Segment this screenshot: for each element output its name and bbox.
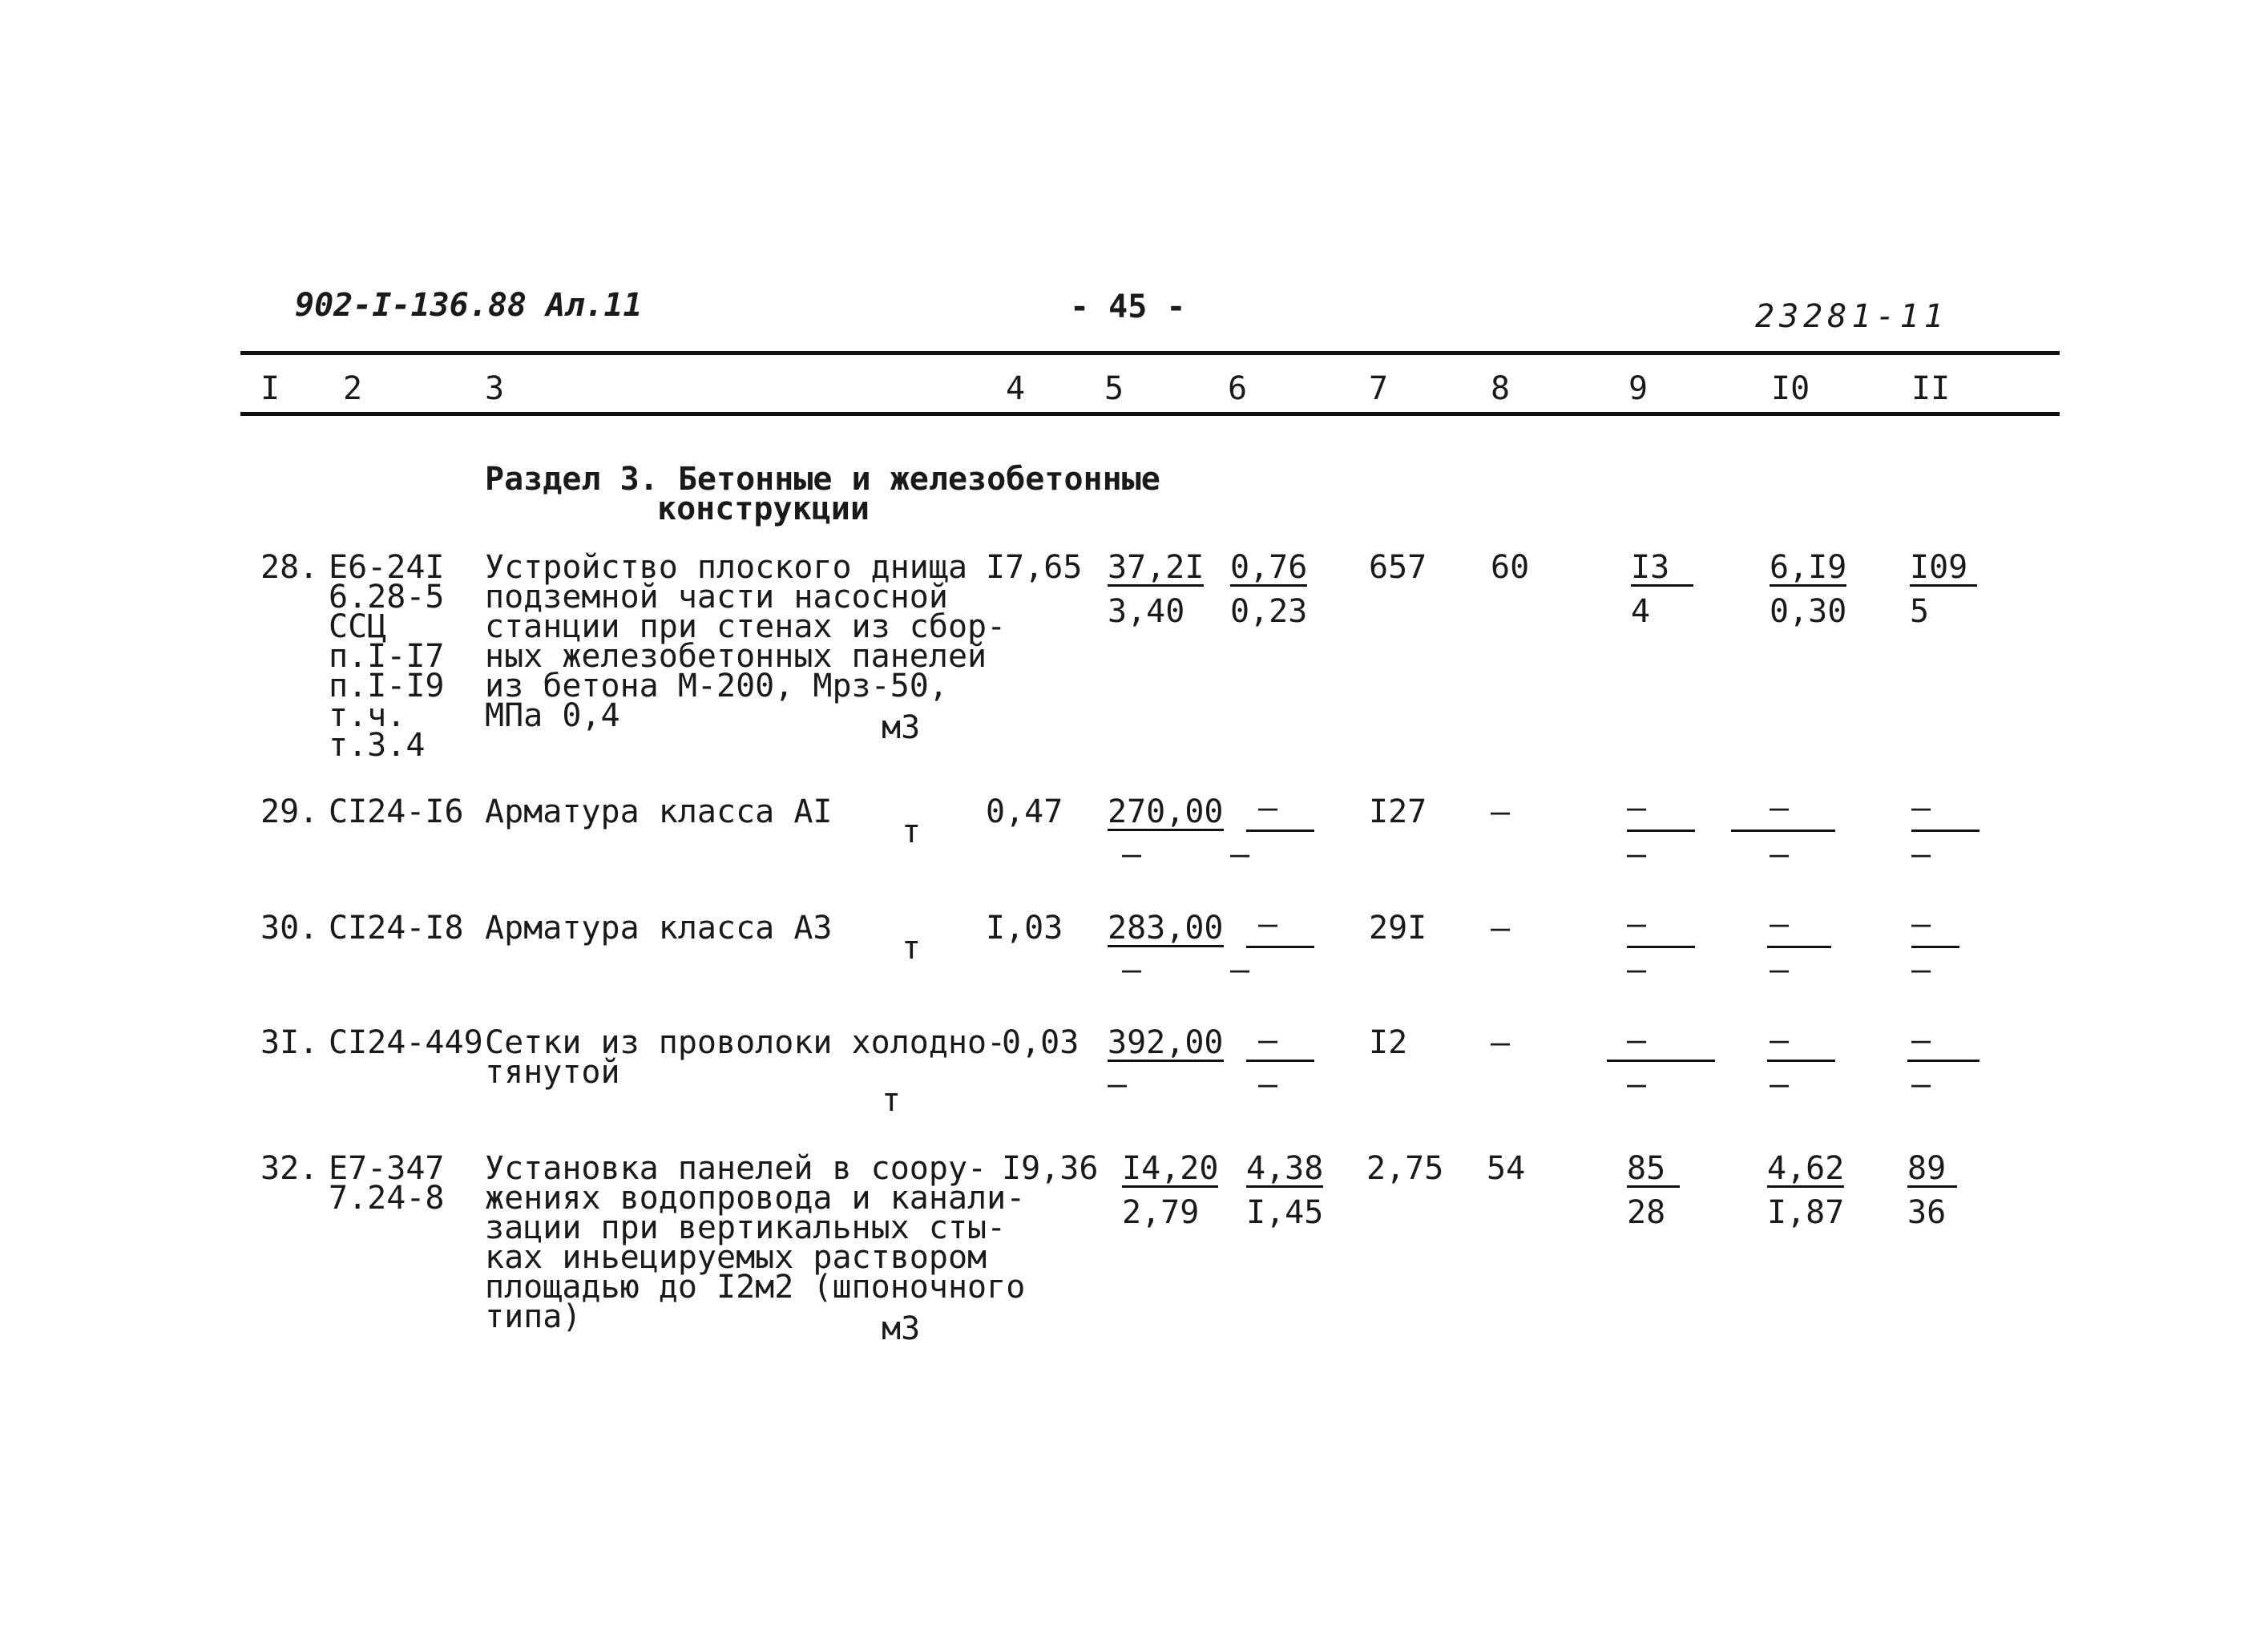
desc-line: зации при вертикальных сты- [485, 1209, 1007, 1246]
col-6-bottom: – [1230, 951, 1250, 988]
col-6-top: – [1258, 906, 1278, 943]
col-8-header: 8 [1491, 370, 1511, 407]
page-number: - 45 - [1070, 289, 1186, 325]
col-2-header: 2 [343, 370, 363, 407]
col-10-top: – [1770, 1022, 1790, 1059]
col-11-bottom: – [1911, 1066, 1931, 1103]
row-number: 32. [260, 1150, 319, 1187]
col-5-top: 392,00 [1108, 1024, 1224, 1061]
desc-line: МПа 0,4 [485, 697, 620, 734]
col-4-value: I,03 [986, 910, 1063, 947]
row-description [485, 1150, 1026, 1335]
col-6-top: – [1258, 789, 1278, 826]
col-10-header: I0 [1771, 370, 1810, 407]
col-11-top: 89 [1907, 1154, 1957, 1188]
col-8-value: – [1491, 1024, 1511, 1061]
col-7-value: 657 [1369, 549, 1427, 586]
col-5-header: 5 [1104, 370, 1124, 407]
code-line: т.3.4 [329, 727, 426, 764]
code-line: 6.28-5 [329, 579, 445, 616]
col-6-divider [1246, 830, 1314, 832]
code-line: п.I-I7 [329, 638, 445, 675]
col-6-top: 0,76 [1230, 549, 1308, 586]
col-4-value: 0,47 [986, 793, 1063, 830]
row-unit: т [882, 1082, 902, 1119]
col-11-divider [1907, 1060, 1979, 1062]
col-6-header: 6 [1228, 370, 1248, 407]
row-description: Арматура класса А3 [485, 910, 833, 947]
row-description [485, 1024, 1007, 1091]
code-line: Е6-24I [329, 549, 445, 586]
col-9-bottom: – [1627, 1066, 1647, 1103]
col-11-bottom: 36 [1907, 1194, 1947, 1231]
col-9-top: I3 [1631, 553, 1693, 587]
row-code [329, 549, 445, 764]
col-6-bottom: 0,23 [1230, 593, 1308, 630]
col-9-bottom: 28 [1627, 1194, 1666, 1231]
code-line: п.I-I9 [329, 668, 445, 704]
desc-line: тянутой [485, 1054, 620, 1091]
col-10-divider [1767, 946, 1831, 948]
col-7-value: I2 [1369, 1024, 1408, 1061]
col-11-divider [1911, 830, 1979, 832]
col-8-value: – [1491, 910, 1511, 947]
col-10-bottom: – [1770, 1066, 1790, 1103]
col-10-top: – [1770, 906, 1790, 943]
col-6-bottom: I,45 [1246, 1194, 1324, 1231]
col-11-top: I09 [1910, 553, 1977, 587]
col-11-bottom: – [1911, 836, 1931, 873]
col-11-bottom: 5 [1910, 593, 1930, 630]
col-9-divider [1627, 830, 1695, 832]
col-9-top: – [1627, 789, 1647, 826]
col-10-top: 6,I9 [1770, 549, 1847, 586]
row-description: Арматура класса АI [485, 793, 833, 830]
col-9-top: 85 [1627, 1154, 1680, 1188]
desc-line: Устройство плоского днища [485, 549, 968, 586]
col-10-top: 4,62 [1767, 1150, 1845, 1187]
col-6-divider [1246, 946, 1314, 948]
section-title-cont: конструкции [657, 490, 870, 527]
col-3-header: 3 [485, 370, 505, 407]
code-line: Е7-347 [329, 1150, 445, 1187]
col-6-divider [1246, 1060, 1314, 1062]
col-10-bottom: I,87 [1767, 1194, 1845, 1231]
col-10-bottom: – [1770, 951, 1790, 988]
col-5-bottom: 2,79 [1122, 1194, 1200, 1231]
col-7-value: 2,75 [1366, 1150, 1444, 1187]
col-7-value: I27 [1369, 793, 1427, 830]
col-9-bottom: – [1627, 951, 1647, 988]
code-line: ССЦ [329, 608, 387, 645]
code-line: 7.24-8 [329, 1180, 445, 1217]
col-4-value: I9,36 [1002, 1150, 1099, 1187]
col-4-value: 0,03 [1002, 1024, 1080, 1061]
desc-line: ных железобетонных панелей [485, 638, 987, 675]
col-6-bottom: – [1258, 1066, 1278, 1103]
col-5-top: I4,20 [1122, 1150, 1219, 1187]
col-11-header: II [1911, 370, 1951, 407]
col-10-divider [1731, 830, 1835, 832]
section-title: Раздел 3. Бетонные и железобетонные [485, 461, 1160, 498]
col-10-top: – [1770, 789, 1790, 826]
row-code: СI24-449 [329, 1024, 483, 1061]
row-unit: т [902, 930, 922, 967]
col-9-top: – [1627, 906, 1647, 943]
row-description [485, 549, 1007, 734]
row-unit: м3 [882, 709, 921, 746]
col-9-divider [1627, 946, 1695, 948]
row-number: 29. [260, 793, 319, 830]
col-11-top: – [1911, 906, 1931, 943]
col-5-top: 270,00 [1108, 793, 1224, 830]
row-number: 30. [260, 910, 319, 947]
col-4-header: 4 [1006, 370, 1026, 407]
code-line: т.ч. [329, 697, 406, 734]
col-8-value: 54 [1487, 1150, 1526, 1187]
row-code [329, 1150, 445, 1217]
col-5-bottom: – [1122, 836, 1142, 873]
col-5-top: 37,2I [1108, 549, 1205, 586]
row-unit: т [902, 813, 922, 850]
desc-line: станции при стенах из сбор- [485, 608, 1007, 645]
inventory-number: 23281-11 [1755, 298, 1948, 335]
desc-line: Установка панелей в соору- [485, 1150, 987, 1187]
desc-line: ках иньецируемых раствором [485, 1239, 987, 1276]
col-8-value: – [1491, 793, 1511, 830]
col-6-top: 4,38 [1246, 1150, 1324, 1187]
col-5-bottom: – [1108, 1066, 1128, 1103]
document-code: 902-I-136.88 Ал.11 [295, 287, 643, 324]
header-bottom-rule [240, 412, 2060, 416]
col-7-value: 29I [1369, 910, 1427, 947]
desc-line: Сетки из проволоки холодно- [485, 1024, 1007, 1061]
col-5-bottom: 3,40 [1108, 593, 1185, 630]
col-1-header: I [260, 370, 280, 407]
col-9-bottom: 4 [1631, 593, 1651, 630]
col-10-divider [1767, 1060, 1835, 1062]
col-7-header: 7 [1369, 370, 1389, 407]
desc-line: жениях водопровода и канали- [485, 1180, 1026, 1217]
col-11-bottom: – [1911, 951, 1931, 988]
col-9-divider [1607, 1060, 1715, 1062]
row-unit: м3 [882, 1310, 921, 1347]
desc-line: из бетона М-200, Мрз-50, [485, 668, 948, 704]
desc-line: площадью до I2м2 (шпоночного [485, 1269, 1026, 1306]
col-4-value: I7,65 [986, 549, 1083, 586]
row-code: СI24-I8 [329, 910, 464, 947]
row-number: 28. [260, 549, 319, 586]
col-10-bottom: 0,30 [1770, 593, 1847, 630]
col-5-bottom: – [1122, 951, 1142, 988]
col-11-divider [1911, 946, 1959, 948]
row-number: 3I. [260, 1024, 319, 1061]
col-8-value: 60 [1491, 549, 1530, 586]
col-9-top: – [1627, 1022, 1647, 1059]
desc-line: подземной части насосной [485, 579, 948, 616]
col-6-top: – [1258, 1022, 1278, 1059]
col-11-top: – [1911, 1022, 1931, 1059]
col-6-bottom: – [1230, 836, 1250, 873]
col-10-bottom: – [1770, 836, 1790, 873]
row-code: СI24-I6 [329, 793, 464, 830]
col-5-top: 283,00 [1108, 910, 1224, 947]
col-11-top: – [1911, 789, 1931, 826]
header-top-rule [240, 351, 2060, 355]
col-9-bottom: – [1627, 836, 1647, 873]
col-9-header: 9 [1628, 370, 1649, 407]
desc-line: типа) [485, 1298, 582, 1335]
